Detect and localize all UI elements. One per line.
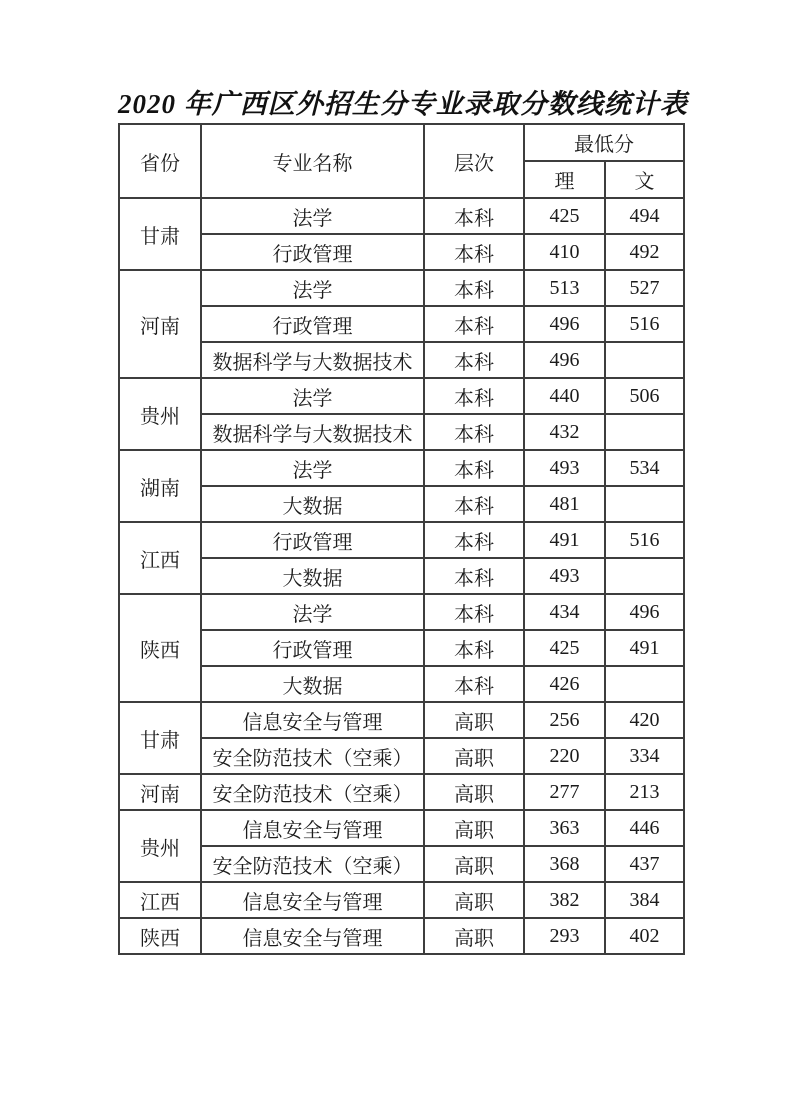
table-row	[119, 666, 684, 702]
cell-arts-score: 384	[605, 882, 684, 918]
cell-level: 本科	[424, 666, 524, 702]
cell-science-score: 368	[524, 846, 605, 882]
page-title: 2020 年广西区外招生分专业录取分数线统计表	[118, 89, 688, 119]
table-row	[119, 882, 684, 918]
cell-major: 大数据	[201, 486, 424, 522]
cell-province: 贵州	[119, 378, 201, 450]
cell-science-score: 432	[524, 414, 605, 450]
cell-science-score: 363	[524, 810, 605, 846]
table-row	[119, 630, 684, 666]
col-header-min-score: 最低分	[524, 124, 684, 161]
cell-arts-score: 492	[605, 234, 684, 270]
cell-arts-score: 213	[605, 774, 684, 810]
cell-arts-score: 506	[605, 378, 684, 414]
table-row	[119, 486, 684, 522]
cell-level: 本科	[424, 270, 524, 306]
cell-level: 本科	[424, 414, 524, 450]
cell-science-score: 481	[524, 486, 605, 522]
table-row	[119, 774, 684, 810]
cell-arts-score	[605, 342, 684, 378]
cell-major: 安全防范技术（空乘）	[201, 846, 424, 882]
table-row	[119, 846, 684, 882]
col-header-level: 层次	[424, 124, 524, 198]
cell-major: 安全防范技术（空乘）	[201, 738, 424, 774]
cell-province: 贵州	[119, 810, 201, 882]
cell-major: 法学	[201, 270, 424, 306]
cell-province: 甘肃	[119, 702, 201, 774]
cell-level: 本科	[424, 522, 524, 558]
cell-arts-score: 420	[605, 702, 684, 738]
cell-level: 本科	[424, 630, 524, 666]
cell-major: 法学	[201, 594, 424, 630]
col-header-province: 省份	[119, 124, 201, 198]
cell-science-score: 496	[524, 306, 605, 342]
cell-science-score: 277	[524, 774, 605, 810]
cell-science-score: 493	[524, 558, 605, 594]
cell-science-score: 496	[524, 342, 605, 378]
cell-major: 大数据	[201, 666, 424, 702]
cell-level: 本科	[424, 306, 524, 342]
cell-arts-score: 437	[605, 846, 684, 882]
cell-arts-score: 516	[605, 522, 684, 558]
cell-level: 高职	[424, 810, 524, 846]
table-body	[119, 198, 684, 954]
cell-arts-score: 516	[605, 306, 684, 342]
cell-arts-score: 334	[605, 738, 684, 774]
cell-major: 行政管理	[201, 234, 424, 270]
cell-science-score: 491	[524, 522, 605, 558]
cell-science-score: 426	[524, 666, 605, 702]
table-row	[119, 306, 684, 342]
cell-arts-score: 402	[605, 918, 684, 954]
cell-arts-score	[605, 666, 684, 702]
cell-major: 信息安全与管理	[201, 702, 424, 738]
table-row	[119, 522, 684, 558]
table-row	[119, 702, 684, 738]
cell-province: 河南	[119, 774, 201, 810]
cell-level: 本科	[424, 378, 524, 414]
table-row	[119, 342, 684, 378]
cell-major: 法学	[201, 198, 424, 234]
table-row	[119, 198, 684, 234]
table-row	[119, 810, 684, 846]
table-row	[119, 918, 684, 954]
cell-arts-score: 534	[605, 450, 684, 486]
col-header-science: 理	[524, 161, 605, 198]
cell-province: 河南	[119, 270, 201, 378]
cell-level: 高职	[424, 702, 524, 738]
cell-major: 大数据	[201, 558, 424, 594]
table-row	[119, 558, 684, 594]
cell-arts-score	[605, 414, 684, 450]
cell-major: 行政管理	[201, 522, 424, 558]
table-row	[119, 738, 684, 774]
cell-science-score: 410	[524, 234, 605, 270]
cell-science-score: 425	[524, 198, 605, 234]
header-row-1	[119, 124, 684, 161]
cell-level: 高职	[424, 918, 524, 954]
cell-arts-score: 494	[605, 198, 684, 234]
cell-science-score: 382	[524, 882, 605, 918]
cell-level: 高职	[424, 882, 524, 918]
cell-level: 本科	[424, 486, 524, 522]
table-row	[119, 594, 684, 630]
cell-major: 法学	[201, 378, 424, 414]
table-row	[119, 234, 684, 270]
table-row	[119, 414, 684, 450]
cell-level: 高职	[424, 846, 524, 882]
col-header-arts: 文	[605, 161, 684, 198]
cell-science-score: 425	[524, 630, 605, 666]
cell-arts-score: 527	[605, 270, 684, 306]
cell-arts-score: 491	[605, 630, 684, 666]
cell-major: 信息安全与管理	[201, 882, 424, 918]
cell-major: 行政管理	[201, 630, 424, 666]
cell-arts-score: 496	[605, 594, 684, 630]
cell-science-score: 493	[524, 450, 605, 486]
cell-level: 高职	[424, 738, 524, 774]
cell-level: 本科	[424, 198, 524, 234]
cell-arts-score	[605, 558, 684, 594]
cell-major: 行政管理	[201, 306, 424, 342]
cell-province: 江西	[119, 882, 201, 918]
cell-major: 法学	[201, 450, 424, 486]
cell-major: 信息安全与管理	[201, 918, 424, 954]
cell-arts-score: 446	[605, 810, 684, 846]
cell-science-score: 256	[524, 702, 605, 738]
cell-province: 湖南	[119, 450, 201, 522]
cell-level: 本科	[424, 450, 524, 486]
cell-major: 信息安全与管理	[201, 810, 424, 846]
cell-level: 高职	[424, 774, 524, 810]
cell-province: 江西	[119, 522, 201, 594]
cell-science-score: 440	[524, 378, 605, 414]
cell-level: 本科	[424, 234, 524, 270]
cell-major: 安全防范技术（空乘）	[201, 774, 424, 810]
table-row	[119, 270, 684, 306]
cell-province: 陕西	[119, 918, 201, 954]
cell-science-score: 220	[524, 738, 605, 774]
cell-province: 甘肃	[119, 198, 201, 270]
cell-level: 本科	[424, 342, 524, 378]
score-table	[118, 123, 685, 955]
cell-science-score: 434	[524, 594, 605, 630]
cell-province: 陕西	[119, 594, 201, 702]
cell-arts-score	[605, 486, 684, 522]
cell-major: 数据科学与大数据技术	[201, 342, 424, 378]
cell-science-score: 513	[524, 270, 605, 306]
table-row	[119, 450, 684, 486]
cell-level: 本科	[424, 594, 524, 630]
cell-level: 本科	[424, 558, 524, 594]
table-row	[119, 378, 684, 414]
cell-science-score: 293	[524, 918, 605, 954]
col-header-major: 专业名称	[201, 124, 424, 198]
cell-major: 数据科学与大数据技术	[201, 414, 424, 450]
table-header	[119, 124, 684, 198]
